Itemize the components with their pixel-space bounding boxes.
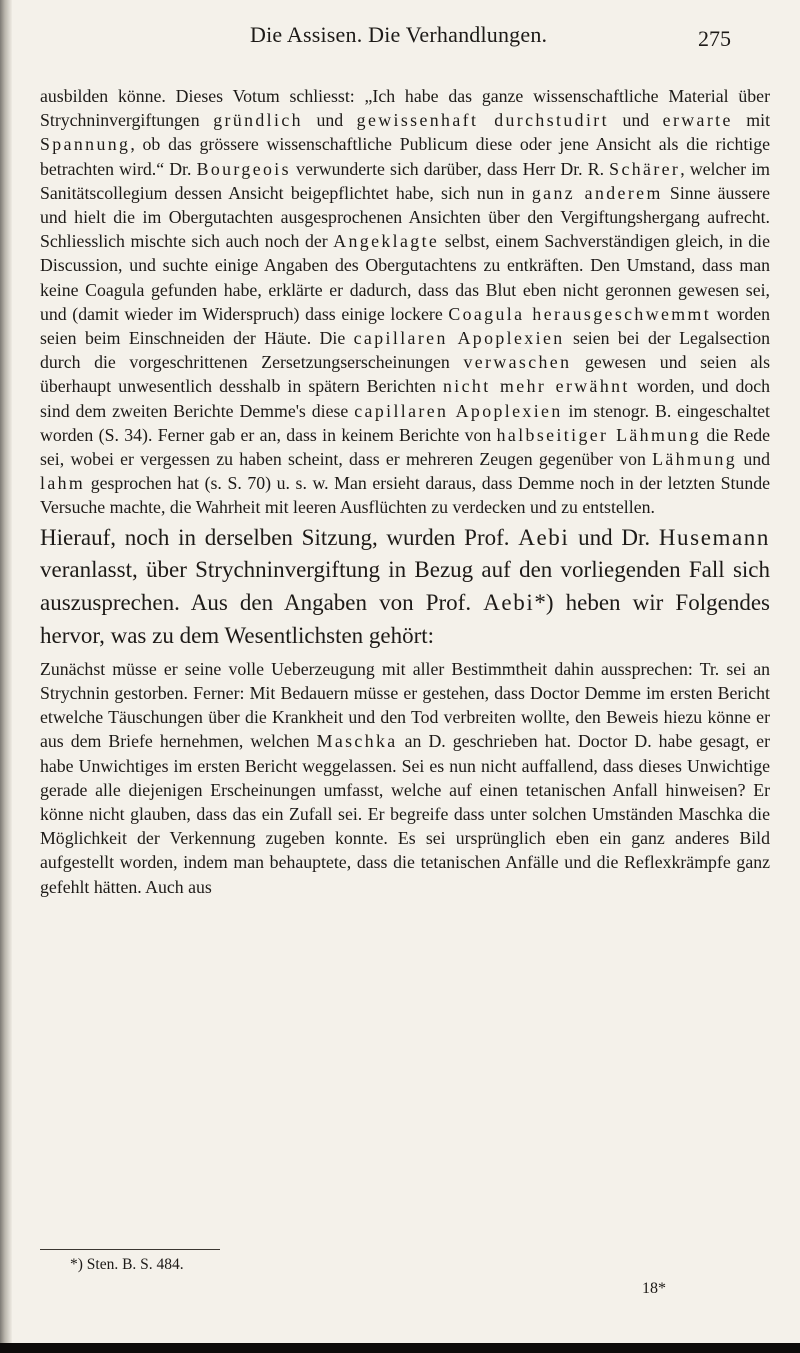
- emphasis-spaced: capillaren Apoplexien: [354, 400, 563, 421]
- body-text: [40, 84, 770, 899]
- person-name-spaced: Aebi: [518, 524, 570, 550]
- printer-signature-mark: 18*: [642, 1280, 666, 1297]
- paragraph-2: Hierauf, noch in derselben Sitzung, wurden Prof. Aebi und Dr. Husemann veranlasst, über Strychninvergiftung in Bezug auf den vorliegenden Fall sich auszusprechen. Aus den Angaben von Prof. Aebi*) heben wir Folgendes hervor, was zu dem Wesentlichsten gehört:: [40, 524, 771, 649]
- paragraph-1: ausbilden könne. Dieses Votum schliesst: „Ich habe das ganze wissenschaftliche Material über Strychninvergiftungen gründlich und gewissenhaft durchstudirt und erwarte mit Spannung, ob das grössere wissenschaftliche Publicum diese oder jene Ansicht als die richtige betrachten wird.“ Dr. Bourgeois verwunderte sich darüber, dass Herr Dr. R. Schärer, welcher im Sanitätscollegium dessen Ansicht beigepflichtet habe, sich nun in ganz anderem Sinne äussere und hielt die im Obergutachten ausgesprochenen Ansichten über den Vergiftungshergang aufrecht. Schliesslich mischte sich auch noch der Angeklagte selbst, einem Sachverständigen gleich, in die Discussion, und suchte einige Angaben des Obergutachtens zu entkräften. Den Umstand, dass man keine Coagula gefunden habe, erklärte er dadurch, dass das Blut eben nicht geronnen gewesen sei, und (damit wieder im Widerspruch) dass einige lockere Coagula herausgeschwemmt worden seien beim Einschneiden der Häute. Die capillaren Apoplexien seien bei der Legalsection durch die vorgeschrittenen Zersetzungserscheinungen verwaschen gewesen und seien als überhaupt unwesentlich desshalb in spätern Berichten nicht mehr erwähnt worden, und doch sind dem zweiten Berichte Demme's diese capillaren Apoplexien im stenogr. B. eingeschaltet worden (S. 34). Ferner gab er an, dass in keinem Berichte von halbseitiger Lähmung die Rede sei, wobei er vergessen zu haben scheint, dass er mehreren Zeugen gegenüber von Lähmung und lahm gesprochen hat (s. S. 70) u. s. w. Man ersieht daraus, dass Demme noch in der letzten Stunde Versuche machte, die Wahrheit mit leeren Ausflüchten zu verdecken und zu entstellen.: [40, 86, 771, 518]
- page-gutter-shadow: [0, 0, 12, 1353]
- person-name-spaced: Schärer: [609, 158, 681, 179]
- emphasis-spaced: gründlich: [213, 110, 303, 131]
- emphasis-spaced: Coagula herausgeschwemmt: [448, 303, 712, 324]
- emphasis-spaced: Spannung: [40, 134, 131, 155]
- emphasis-spaced: lahm: [40, 473, 86, 494]
- paragraph-3: Zunächst müsse er seine volle Ueberzeugung mit aller Bestimmtheit dahin aussprechen: Tr. sei an Strychnin gestorben. Ferner: Mit Bedauern müsse er gestehen, dass Doctor Demme im ersten Bericht etwelche Täuschungen über die Krankheit und den Tod verbreiten wollte, den Beweis hiezu könne er aus dem Briefe hernehmen, welchen Maschka an D. geschrieben hat. Doctor D. habe gesagt, er habe Unwichtiges im ersten Bericht weggelassen. Sei es nun nicht auffallend, dass dieses Unwichtige gerade alle diejenigen Erscheinungen umfasst, welche auf einen tetanischen Anfall hinweisen? Er könne nicht glauben, dass das ein Zufall sei. Er begreife dass unter solchen Umständen Maschka die Möglichkeit der Verkennung zugeben konnte. Es sei ursprünglich eben ein ganz anderes Bild aufgestellt worden, indem man behauptete, dass die tetanischen Anfälle und die Reflexkrämpfe ganz gefehlt hätten. Auch aus: [40, 658, 770, 897]
- footnote-rule: [40, 1249, 220, 1250]
- emphasis-spaced: Angeklagte: [333, 231, 440, 252]
- page-header: [0, 22, 800, 62]
- emphasis-spaced: capillaren Apoplexien: [353, 328, 565, 349]
- person-name-spaced: Maschka: [316, 731, 398, 752]
- running-title: Die Assisen. Die Verhandlungen.: [250, 22, 548, 47]
- emphasis-spaced: erwarte: [662, 110, 733, 131]
- footnote: *) Sten. B. S. 484.: [70, 1256, 184, 1273]
- emphasis-spaced: verwaschen: [463, 352, 572, 373]
- emphasis-spaced: gewissenhaft durchstudirt: [356, 110, 609, 131]
- emphasis-spaced: Lähmung: [652, 449, 738, 470]
- person-name-spaced: Husemann: [658, 524, 771, 550]
- person-name-spaced: Bourgeois: [196, 158, 291, 179]
- page-bottom-edge: [0, 1343, 800, 1353]
- emphasis-spaced: nicht mehr erwähnt: [443, 376, 630, 397]
- emphasis-spaced: halbseitiger Lähmung: [496, 424, 702, 445]
- page-number: 275: [698, 26, 731, 51]
- person-name-spaced: Aebi: [483, 590, 535, 616]
- emphasis-spaced: ganz anderem: [531, 182, 663, 203]
